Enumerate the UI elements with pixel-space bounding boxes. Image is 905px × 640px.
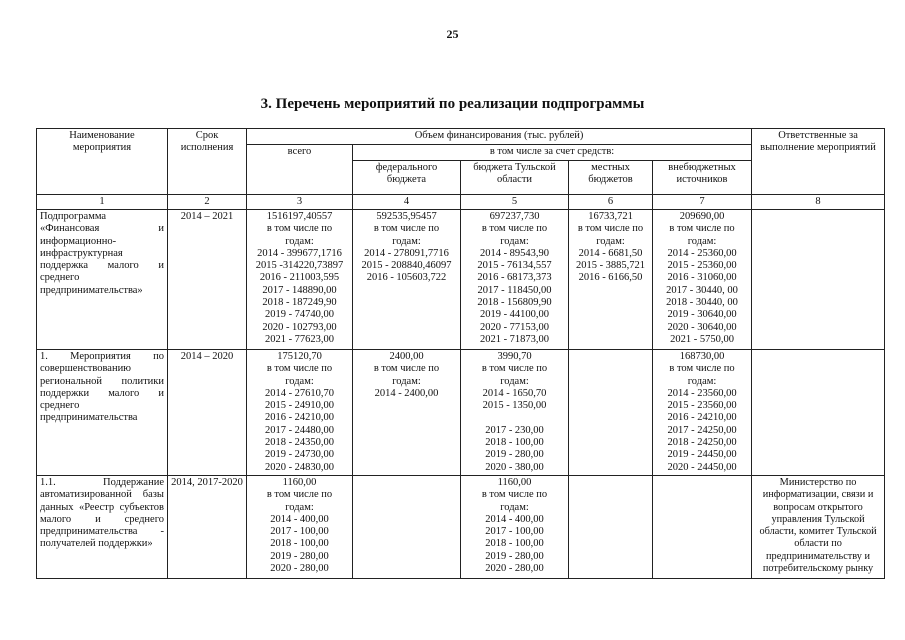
cell-line: годам:: [500, 235, 529, 247]
cell-line: в том числе по: [669, 223, 735, 235]
cell-line: 2014 - 27610,70: [264, 387, 335, 399]
cell-line: в том числе по: [373, 363, 440, 375]
cell-line: 2019 - 24450,00: [667, 449, 737, 461]
funding-local: [569, 475, 653, 578]
cell-line: 2018 - 24350,00: [264, 437, 335, 449]
cell-line: 2021 - 5750,00: [670, 333, 734, 345]
cell-line: 2019 - 280,00: [485, 550, 544, 562]
cell-line: 2018 - 156809,90: [477, 297, 552, 309]
cell-line: 2016 - 211003,595: [259, 272, 340, 284]
cell-line: в том числе по: [266, 489, 333, 501]
column-number: 1: [37, 195, 168, 210]
header-regional: бюджета Тульской области: [461, 161, 569, 195]
cell-line: 2017 - 230,00: [485, 424, 544, 436]
funding-federal: [353, 210, 461, 350]
cell-line: 168730,00: [679, 351, 725, 362]
cell-line: 2014 - 278091,7716: [364, 247, 449, 259]
cell-line: 2017 - 24480,00: [264, 424, 335, 436]
cell-line: 175120,70: [277, 351, 322, 362]
funding-federal: [353, 350, 461, 476]
header-total: всего: [247, 145, 353, 195]
cell-line: в том числе по: [266, 223, 333, 235]
funding-regional: [461, 475, 569, 578]
cell-line: 2017 - 30440, 00: [666, 284, 738, 296]
funding-federal: [353, 475, 461, 578]
cell-line: 2015 - 1350,00: [482, 400, 547, 412]
cell-line: в том числе по: [577, 223, 644, 235]
cell-line: в том числе по: [481, 363, 548, 375]
cell-line: 2014 - 23560,00: [667, 387, 737, 399]
cell-line: 2015 -314220,73897: [255, 260, 344, 272]
cell-line: годам:: [285, 375, 314, 387]
cell-line: 697237,730: [489, 211, 540, 222]
cell-line: 592535,95457: [376, 211, 437, 222]
funding-local: [569, 350, 653, 476]
cell-line: годам:: [500, 375, 529, 387]
cell-line: 1160,00: [282, 476, 317, 488]
cell-line: 2020 - 77153,00: [479, 321, 550, 333]
cell-line: 2014 - 399677,1716: [257, 247, 342, 259]
cell-line: 2018 - 100,00: [270, 538, 329, 550]
cell-line: 2017 - 24250,00: [667, 424, 737, 436]
measure-term: 2014 – 2021: [168, 210, 247, 350]
cell-line: годам:: [687, 235, 717, 247]
header-extrabudget: внебюджетных источников: [653, 161, 752, 195]
cell-line: 2016 - 105603,722: [366, 272, 447, 284]
cell-line: 2018 - 100,00: [485, 538, 544, 550]
cell-line: 2018 - 24250,00: [667, 437, 737, 449]
cell-line: 2014 - 400,00: [270, 513, 329, 525]
header-local: местных бюджетов: [569, 161, 653, 195]
cell-line: годам:: [392, 235, 421, 247]
measures-table: [36, 128, 885, 579]
funding-total: [247, 210, 353, 350]
cell-line: в том числе по: [373, 223, 440, 235]
column-number: 8: [752, 195, 885, 210]
cell-line: 2015 - 76134,557: [477, 260, 552, 272]
funding-total: [247, 475, 353, 578]
cell-line: 2017 - 100,00: [270, 526, 329, 538]
cell-line: годам:: [687, 375, 717, 387]
header-federal: федерального бюджета: [353, 161, 461, 195]
cell-line: 2016 - 68173,373: [477, 272, 552, 284]
cell-line: 2016 - 31060,00: [667, 272, 737, 284]
header-responsible: Ответственные за выполнение мероприятий: [752, 129, 885, 195]
cell-line: 2020 - 24830,00: [264, 461, 335, 473]
funding-local: [569, 210, 653, 350]
cell-line: 2016 - 24210,00: [264, 412, 335, 424]
cell-line: 3990,70: [497, 351, 532, 362]
cell-line: в том числе по: [669, 363, 735, 375]
cell-line: 2015 - 24910,00: [264, 400, 335, 412]
column-number: 3: [247, 195, 353, 210]
table-row: [37, 350, 885, 476]
funding-extrabudget: [653, 210, 752, 350]
cell-line: 2014 - 1650,70: [482, 387, 547, 399]
cell-line: 2014 - 89543,90: [479, 247, 550, 259]
cell-line: 2015 - 23560,00: [667, 400, 737, 412]
cell-line: годам:: [285, 235, 314, 247]
cell-line: 2019 - 280,00: [270, 550, 329, 562]
responsible-parties: [752, 350, 885, 476]
table-row: [37, 210, 885, 350]
header-funding-group: Объем финансирования (тыс. рублей): [247, 129, 752, 145]
cell-line: 2014 - 2400,00: [374, 387, 439, 399]
column-number: 7: [653, 195, 752, 210]
cell-line: 2020 - 102793,00: [262, 321, 337, 333]
header-term: Срок исполнения: [168, 129, 247, 195]
cell-line: 2020 - 24450,00: [667, 461, 737, 473]
cell-line: 2018 - 100,00: [485, 437, 544, 449]
cell-line: 2016 - 24210,00: [667, 412, 737, 424]
header-name: Наименование мероприятия: [37, 129, 168, 195]
column-number: 4: [353, 195, 461, 210]
cell-line: 2018 - 30440, 00: [666, 297, 738, 309]
cell-line: в том числе по: [266, 363, 333, 375]
cell-line: годам:: [285, 501, 314, 513]
cell-line: годам:: [500, 501, 529, 513]
cell-line: 2400,00: [389, 351, 424, 362]
cell-line: 2018 - 187249,90: [262, 297, 337, 309]
column-number: 6: [569, 195, 653, 210]
cell-line: 209690,00: [679, 211, 725, 222]
cell-line: 1160,00: [497, 476, 532, 488]
cell-line: годам:: [392, 375, 421, 387]
funding-extrabudget: [653, 475, 752, 578]
cell-line: 2017 - 100,00: [485, 526, 544, 538]
cell-line: 2017 - 118450,00: [477, 284, 552, 296]
responsible-parties: Министерство по информатизации, связи и вопросам открытого управления Тульской области, комитет Тульской области по предпринимательству и потребительскому рынку: [752, 475, 885, 578]
measure-name: 1.1. Поддержание автоматизированной базы данных «Реестр субъектов малого и среднего предпринимательства - получателей поддержки»: [37, 475, 168, 578]
measure-name: 1. Мероприятия по совершенствованию региональной политики поддержки малого и среднего предпринимательства: [37, 350, 168, 476]
table-row: [37, 475, 885, 578]
cell-line: 2020 - 380,00: [485, 461, 544, 473]
page-title: 3. Перечень мероприятий по реализации подпрограммы: [260, 96, 645, 112]
cell-line: 2014 - 400,00: [485, 513, 544, 525]
cell-line: 2016 - 6166,50: [578, 272, 643, 284]
cell-line: 2014 - 25360,00: [667, 247, 737, 259]
cell-line: 2019 - 74740,00: [264, 309, 335, 321]
cell-line: 2014 - 6681,50: [578, 247, 643, 259]
cell-line: 2020 - 280,00: [485, 563, 544, 575]
cell-line: годам:: [596, 235, 625, 247]
cell-line: 2019 - 280,00: [485, 449, 544, 461]
measure-term: 2014 – 2020: [168, 350, 247, 476]
measure-term: 2014, 2017-2020: [168, 475, 247, 578]
cell-line: 2015 - 25360,00: [667, 260, 737, 272]
header-sources-group: в том числе за счет средств:: [353, 145, 752, 161]
cell-line: 2015 - 208840,46097: [361, 260, 452, 272]
cell-line: в том числе по: [481, 489, 548, 501]
column-number: 2: [168, 195, 247, 210]
cell-line: 16733,721: [588, 211, 633, 222]
cell-line: 2017 - 148890,00: [262, 284, 337, 296]
page-number: 25: [446, 27, 459, 41]
cell-line: 2019 - 24730,00: [264, 449, 335, 461]
funding-extrabudget: [653, 350, 752, 476]
funding-total: [247, 350, 353, 476]
cell-line: 2019 - 44100,00: [479, 309, 550, 321]
cell-gap: [464, 412, 565, 424]
cell-line: в том числе по: [481, 223, 548, 235]
cell-line: 2021 - 77623,00: [264, 333, 335, 345]
funding-regional: [461, 350, 569, 476]
cell-line: 1516197,40557: [266, 211, 333, 222]
funding-regional: [461, 210, 569, 350]
cell-line: 2020 - 30640,00: [667, 321, 737, 333]
cell-line: 2015 - 3885,721: [575, 260, 646, 272]
cell-line: 2021 - 71873,00: [479, 333, 550, 345]
column-number: 5: [461, 195, 569, 210]
responsible-parties: [752, 210, 885, 350]
cell-line: 2019 - 30640,00: [667, 309, 737, 321]
measure-name: Подпрограмма «Финансовая и информационно-инфраструктурная поддержка малого и среднего предпринимательства»: [37, 210, 168, 350]
cell-line: 2020 - 280,00: [270, 563, 329, 575]
